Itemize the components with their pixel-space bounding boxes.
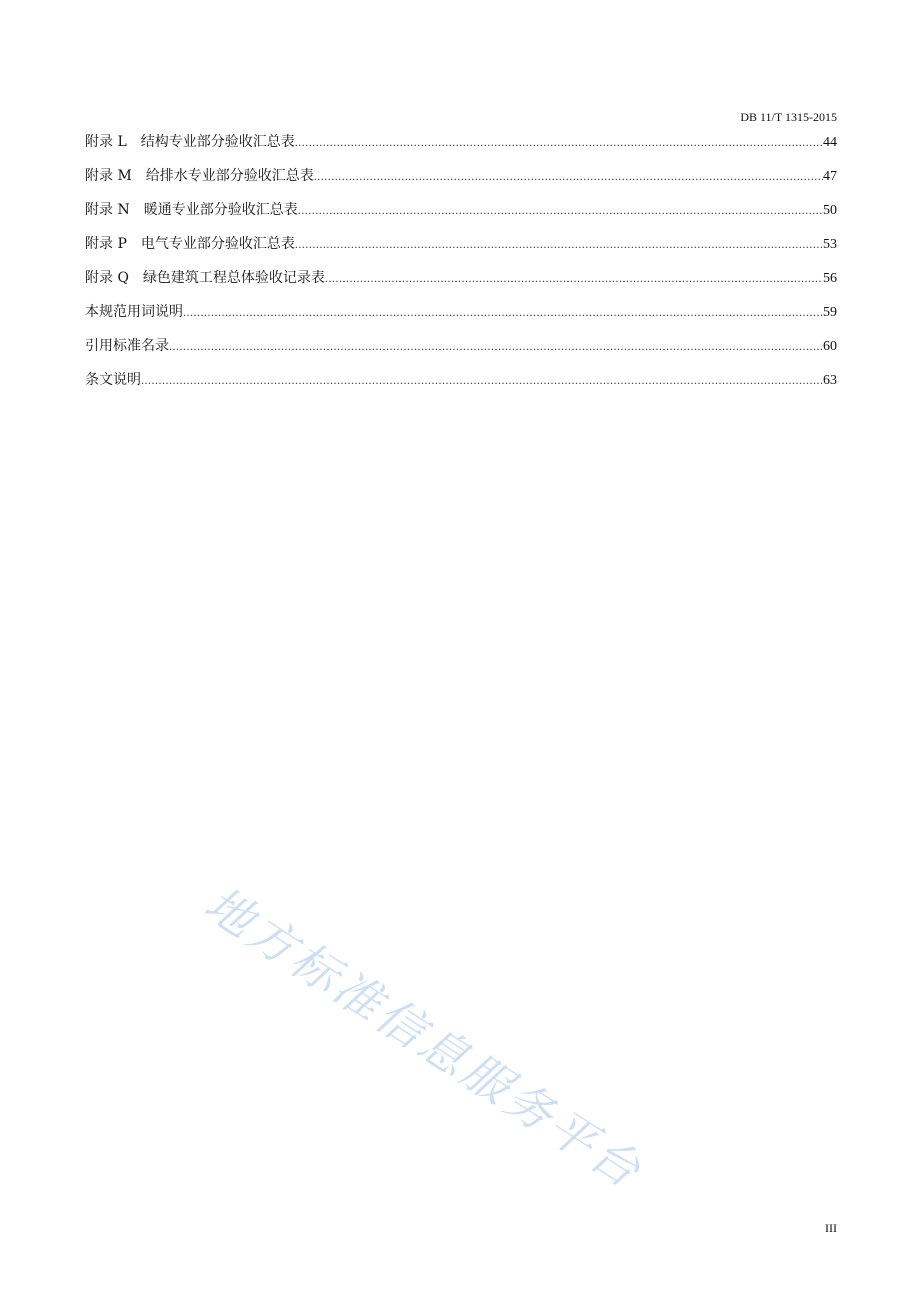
toc-dot-leader [298, 200, 823, 220]
toc-entry-page: 44 [823, 135, 837, 150]
table-of-contents [85, 132, 837, 404]
toc-entry-label: 附录 M 给排水专业部分验收汇总表 [85, 168, 314, 184]
toc-entry-label: 附录 N 暖通专业部分验收汇总表 [85, 202, 298, 218]
toc-dot-leader [325, 268, 823, 288]
toc-dot-leader [141, 370, 823, 390]
toc-entry-label: 附录 L 结构专业部分验收汇总表 [85, 134, 295, 150]
standard-code-header: DB 11/T 1315-2015 [740, 110, 837, 124]
toc-entry-appendix-l[interactable] [85, 132, 837, 166]
toc-entry-page: 56 [823, 271, 837, 286]
toc-entry-page: 63 [823, 373, 837, 388]
page-number: III [825, 1221, 837, 1235]
toc-dot-leader [314, 166, 823, 186]
toc-entry-appendix-p[interactable] [85, 234, 837, 268]
watermark: 地方标准信息服务平台 [194, 876, 653, 1201]
toc-entry-label: 附录 Q 绿色建筑工程总体验收记录表 [85, 270, 325, 286]
toc-dot-leader [295, 132, 823, 152]
toc-dot-leader [183, 302, 823, 322]
toc-entry-page: 47 [823, 169, 837, 184]
toc-entry-label: 引用标准名录 [85, 338, 169, 354]
toc-entry-clause-explanation[interactable] [85, 370, 837, 404]
toc-entry-referenced-standards[interactable] [85, 336, 837, 370]
toc-entry-label: 附录 P 电气专业部分验收汇总表 [85, 236, 295, 252]
toc-entry-appendix-m[interactable] [85, 166, 837, 200]
toc-entry-appendix-n[interactable] [85, 200, 837, 234]
toc-entry-page: 50 [823, 203, 837, 218]
toc-entry-appendix-q[interactable] [85, 268, 837, 302]
toc-entry-page: 59 [823, 305, 837, 320]
toc-entry-page: 60 [823, 339, 837, 354]
toc-entry-page: 53 [823, 237, 837, 252]
toc-entry-terminology[interactable] [85, 302, 837, 336]
toc-entry-label: 本规范用词说明 [85, 304, 183, 320]
toc-dot-leader [169, 336, 823, 356]
toc-entry-label: 条文说明 [85, 372, 141, 388]
toc-dot-leader [295, 234, 823, 254]
